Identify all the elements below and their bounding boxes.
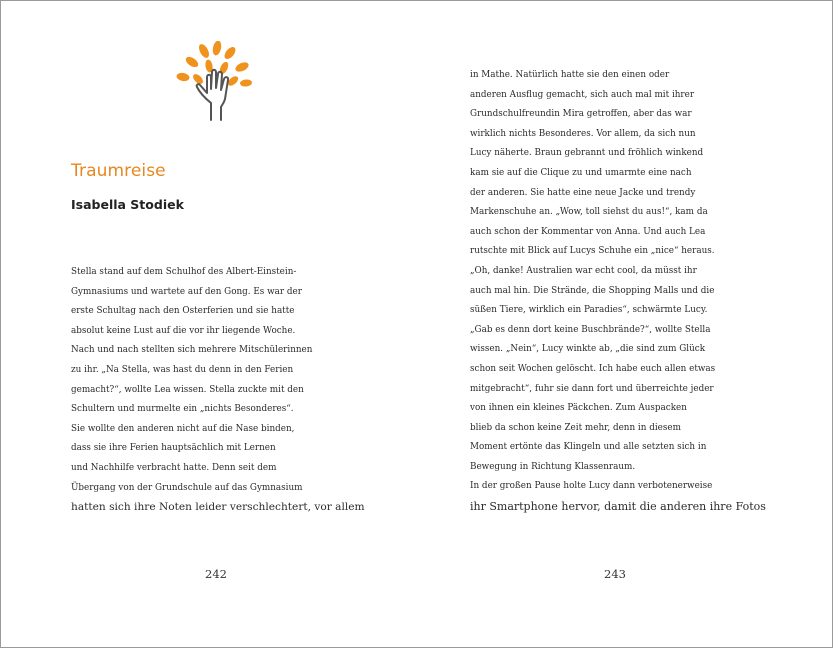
- text-line: auch mal hin. Die Strände, die Shopping Malls und die: [470, 285, 715, 296]
- text-line: wirklich nichts Besonderes. Vor allem, da sich nun: [470, 128, 696, 139]
- text-line: und Nachhilfe verbracht hatte. Denn seit dem: [71, 462, 277, 473]
- author-name: Isabella Stodiek: [71, 197, 184, 212]
- text-line: ihr Smartphone hervor, damit die anderen ihre Fotos: [470, 500, 766, 514]
- text-line: hatten sich ihre Noten leider verschlechtert, vor allem: [71, 501, 365, 514]
- text-line: Gymnasiums und wartete auf den Gong. Es war der: [71, 286, 302, 297]
- text-line: kam sie auf die Clique zu und umarmte eine nach: [470, 167, 692, 178]
- text-line: absolut keine Lust auf die vor ihr liegende Woche.: [71, 325, 296, 336]
- text-line: Schultern und murmelte ein „nichts Besonderes“.: [71, 404, 294, 415]
- text-line: schon seit Wochen gelöscht. Ich habe euch allen etwas: [470, 363, 716, 374]
- text-line: „Gab es denn dort keine Buschbrände?“, wollte Stella: [470, 324, 711, 335]
- text-line: Bewegung in Richtung Klassenraum.: [470, 461, 636, 472]
- left-page: [1, 1, 416, 647]
- text-line: Grundschulfreundin Mira getroffen, aber das war: [470, 109, 692, 120]
- text-line: in Mathe. Natürlich hatte sie den einen oder: [470, 70, 670, 80]
- text-line: blieb da schon keine Zeit mehr, denn in diesem: [470, 422, 681, 433]
- text-line: süßen Tiere, wirklich ein Paradies“, schwärmte Lucy.: [470, 305, 708, 316]
- text-line: anderen Ausflug gemacht, sich auch mal mit ihrer: [470, 89, 695, 100]
- page-number: 243: [604, 567, 626, 581]
- hand-tree-icon: [173, 41, 263, 121]
- text-line: Moment ertönte das Klingeln und alle setzten sich in: [470, 442, 707, 453]
- text-line: gemacht?“, wollte Lea wissen. Stella zuckte mit den: [71, 384, 304, 395]
- page-number: 242: [205, 567, 227, 581]
- text-line: Lucy näherte. Braun gebrannt und fröhlich winkend: [470, 148, 704, 159]
- text-line: Stella stand auf dem Schulhof des Albert-Einstein-: [71, 267, 297, 277]
- text-line: auch schon der Kommentar von Anna. Und auch Lea: [470, 226, 706, 237]
- right-page: [417, 1, 832, 647]
- text-line: „Oh, danke! Australien war echt cool, da müsst ihr: [470, 265, 697, 276]
- text-line: Übergang von der Grundschule auf das Gymnasium: [71, 482, 303, 493]
- text-line: Nach und nach stellten sich mehrere Mitschülerinnen: [71, 345, 313, 356]
- text-line: erste Schultag nach den Osterferien und sie hatte: [71, 306, 295, 317]
- body-text: [71, 263, 365, 518]
- chapter-title: Traumreise: [71, 161, 166, 181]
- text-line: der anderen. Sie hatte eine neue Jacke und trendy: [470, 187, 696, 198]
- body-text: [470, 66, 766, 517]
- text-line: Sie wollte den anderen nicht auf die Nase binden,: [71, 423, 295, 434]
- text-line: mitgebracht“, fuhr sie dann fort und überreichte jeder: [470, 383, 714, 394]
- text-line: zu ihr. „Na Stella, was hast du denn in den Ferien: [71, 364, 294, 375]
- text-line: In der großen Pause holte Lucy dann verbotenerweise: [470, 481, 713, 492]
- text-line: dass sie ihre Ferien hauptsächlich mit Lernen: [71, 443, 276, 454]
- text-line: Markenschuhe an. „Wow, toll siehst du aus!“, kam da: [470, 207, 708, 218]
- text-line: von ihnen ein kleines Päckchen. Zum Auspacken: [470, 403, 687, 414]
- text-line: rutschte mit Blick auf Lucys Schuhe ein „nice“ heraus.: [470, 246, 715, 257]
- text-line: wissen. „Nein“, Lucy winkte ab, „die sind zum Glück: [470, 344, 706, 355]
